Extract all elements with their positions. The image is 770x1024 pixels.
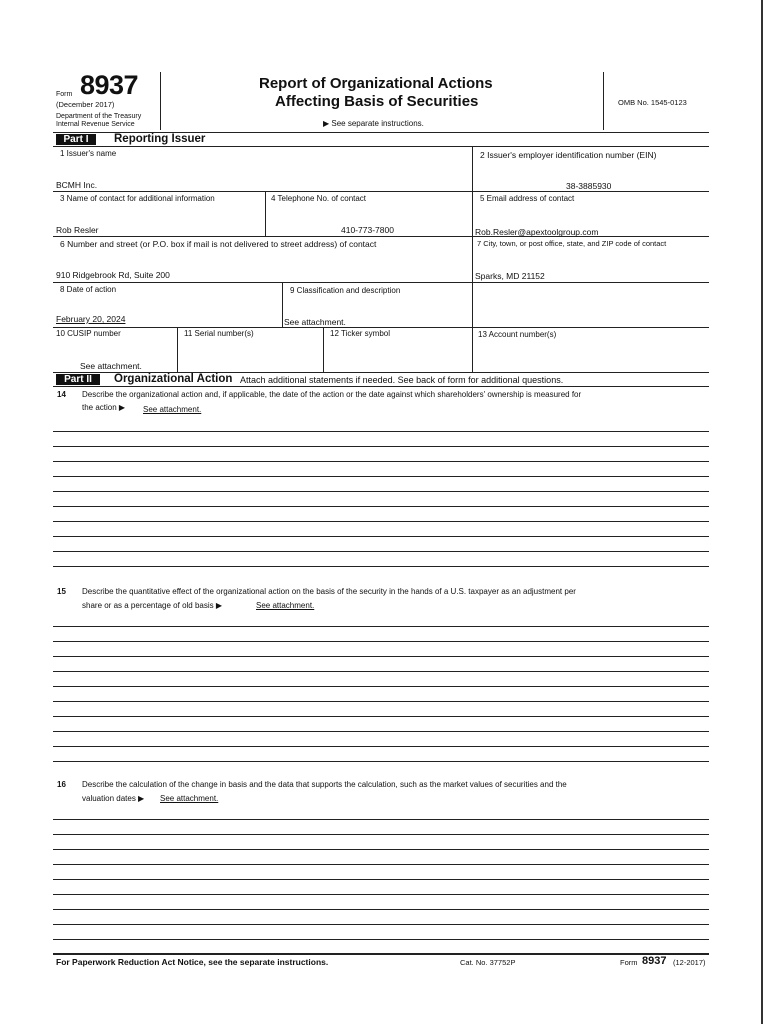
header-divider-right: [603, 72, 604, 130]
rule: [53, 146, 709, 147]
rule: [53, 191, 709, 192]
issuer-name-value: BCMH Inc.: [56, 180, 98, 190]
col-divider: [265, 191, 266, 236]
q16-number: 16: [57, 780, 66, 789]
q16-text: Describe the calculation of the change in basis and the data that supports the calculation, such as the market values of securities and the: [82, 780, 567, 789]
form-title-line2: Affecting Basis of Securities: [275, 93, 479, 110]
footer-form-date: (12-2017): [673, 958, 706, 967]
telephone-value: 410-773-7800: [341, 225, 394, 235]
omb-number: OMB No. 1545-0123: [618, 98, 687, 107]
q15-number: 15: [57, 587, 66, 596]
col-divider: [282, 282, 283, 327]
issuer-name-label: 1 Issuer's name: [60, 149, 117, 158]
q15-text-cont: share or as a percentage of old basis ▶: [82, 601, 223, 610]
agency: Internal Revenue Service: [56, 121, 135, 128]
classification-label: 9 Classification and description: [290, 286, 401, 295]
form-number: 8937: [80, 70, 139, 100]
department: Department of the Treasury: [56, 113, 142, 120]
form-title-line1: Report of Organizational Actions: [259, 75, 493, 92]
date-of-action-label: 8 Date of action: [60, 285, 117, 294]
part1-tag: Part I: [56, 134, 96, 145]
serial-label: 11 Serial number(s): [184, 329, 254, 338]
rule: [53, 327, 709, 328]
col-divider: [472, 146, 473, 372]
footer-rule: [53, 953, 709, 955]
city-value: Sparks, MD 21152: [475, 271, 545, 281]
col-divider: [323, 327, 324, 372]
footer-form-prefix: Form: [620, 958, 638, 967]
q14-number: 14: [57, 390, 66, 399]
scan-edge: [761, 0, 763, 1024]
header-divider-left: [160, 72, 161, 130]
email-value: Rob.Resler@apextoolgroup.com: [475, 227, 599, 237]
paperwork-notice: For Paperwork Reduction Act Notice, see the separate instructions.: [56, 957, 329, 967]
email-label: 5 Email address of contact: [480, 194, 575, 203]
part2-title: Organizational Action: [114, 373, 233, 385]
telephone-label: 4 Telephone No. of contact: [271, 194, 367, 203]
account-label: 13 Account number(s): [478, 330, 557, 339]
street-label: 6 Number and street (or P.O. box if mail is not delivered to street address) of contact: [60, 239, 377, 249]
see-instructions: ▶ See separate instructions.: [323, 119, 424, 128]
q14-text: Describe the organizational action and, if applicable, the date of the action or the date against which shareholders' ownership is measured for: [82, 390, 582, 399]
classification-value: See attachment.: [284, 317, 346, 327]
q15-answer: See attachment.: [256, 601, 315, 610]
date-of-action-value: February 20, 2024: [56, 314, 126, 324]
ein-value: 38-3885930: [566, 181, 612, 191]
contact-name-label: 3 Name of contact for additional information: [60, 194, 215, 203]
cusip-value: See attachment.: [80, 361, 142, 371]
rule: [53, 386, 709, 387]
city-label: 7 City, town, or post office, state, and ZIP code of contact: [477, 239, 667, 248]
q15-text: Describe the quantitative effect of the organizational action on the basis of the security in the hands of a U.S. taxpayer as an adjustment per: [82, 587, 576, 596]
street-value: 910 Ridgebrook Rd, Suite 200: [56, 270, 170, 280]
contact-name-value: Rob Resler: [56, 225, 99, 235]
form-prefix: Form: [56, 91, 73, 98]
ein-label: 2 Issuer's employer identification number (EIN): [480, 150, 657, 160]
footer-form-number: 8937: [642, 955, 667, 967]
ticker-label: 12 Ticker symbol: [330, 329, 391, 338]
part1-title: Reporting Issuer: [114, 133, 206, 145]
part2-subtitle: Attach additional statements if needed. See back of form for additional questions.: [240, 375, 564, 385]
q14-answer: See attachment.: [143, 405, 202, 414]
q16-text-cont: valuation dates ▶: [82, 794, 145, 803]
catalog-number: Cat. No. 37752P: [460, 958, 516, 967]
rule: [53, 236, 709, 237]
part2-tag: Part II: [56, 374, 100, 385]
cusip-label: 10 CUSIP number: [56, 329, 121, 338]
q14-text-cont: the action ▶: [82, 403, 126, 412]
col-divider: [177, 327, 178, 372]
rule: [53, 282, 709, 283]
q16-answer: See attachment.: [160, 794, 219, 803]
form-date: (December 2017): [56, 100, 115, 109]
